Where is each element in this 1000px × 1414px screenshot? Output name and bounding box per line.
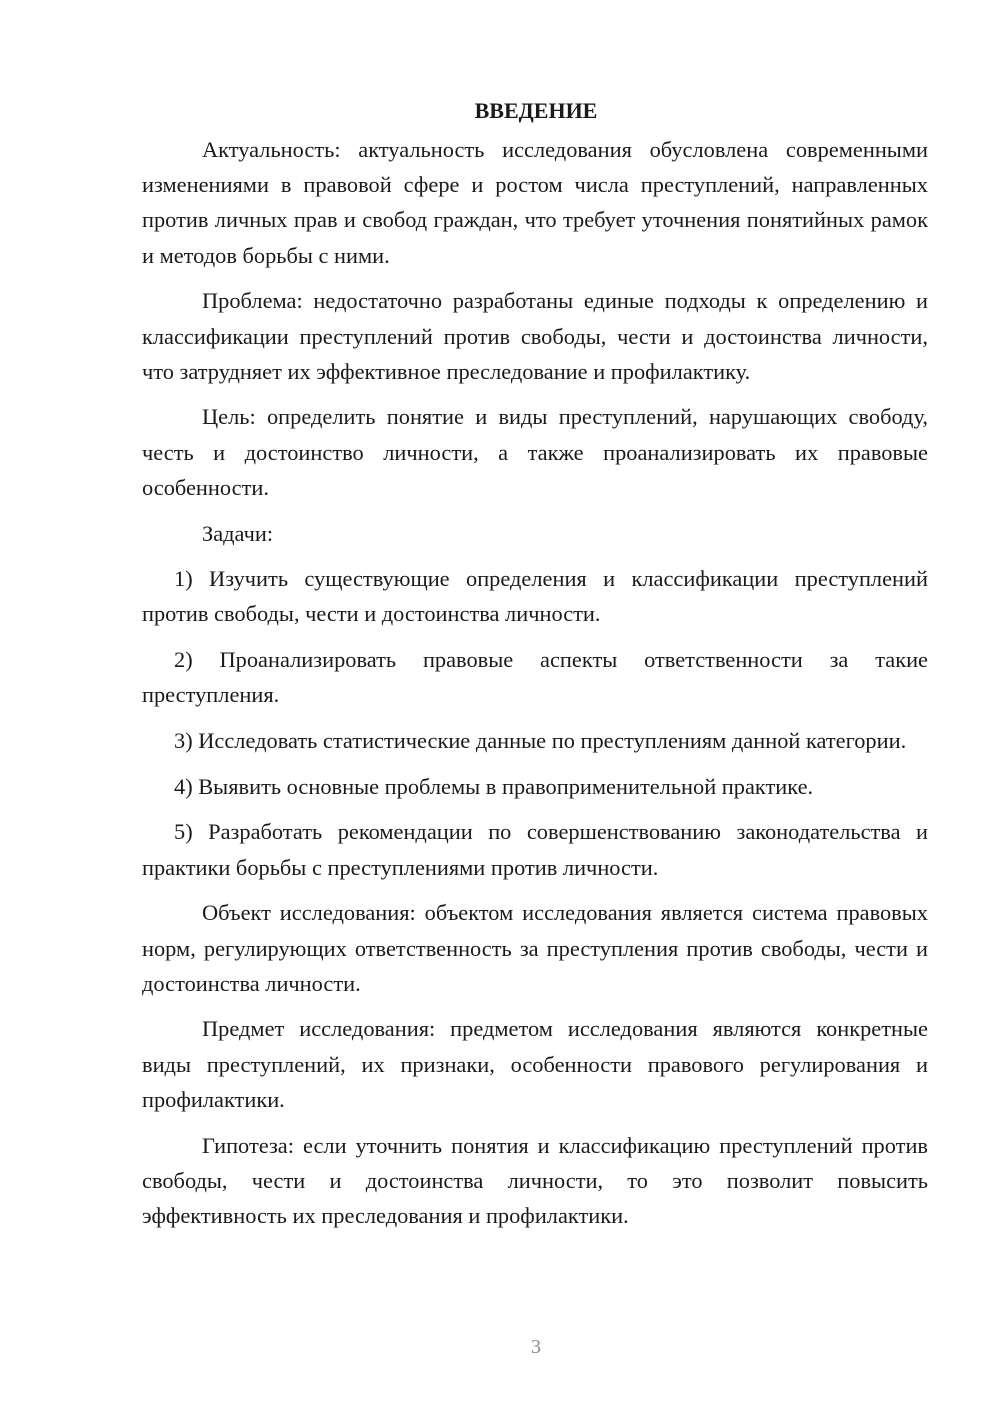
paragraph-object: Объект исследования: объектом исследования является система правовых норм, регулирующих ответственность за преступления против свободы, чести и достоинства личности. [142, 900, 928, 996]
task-item-3: 3) Исследовать статистические данные по преступлениям данной категории. [174, 728, 907, 754]
task-item-1: 1) Изучить существующие определения и классификации преступлений против свободы, чести и достоинства личности. [142, 566, 928, 627]
page-title: ВВЕДЕНИЕ [474, 98, 598, 123]
task-item-5: 5) Разработать рекомендации по совершенствованию законодательства и практики борьбы с преступлениями против личности. [142, 819, 928, 880]
paragraph-problem: Проблема: недостаточно разработаны единые подходы к определению и классификации преступлений против свободы, чести и достоинства личности, что затрудняет их эффективное преследование и профилактику. [142, 288, 928, 384]
task-item-2: 2) Проанализировать правовые аспекты ответственности за такие преступления. [142, 647, 928, 708]
paragraph-hypothesis: Гипотеза: если уточнить понятия и классификацию преступлений против свободы, чести и достоинства личности, то это позволит повысить эффективность их преследования и профилактики. [142, 1132, 928, 1228]
document-page [142, 93, 928, 1244]
page-number: 3 [531, 1336, 541, 1358]
paragraph-tasks-heading: Задачи: [202, 520, 274, 546]
paragraph-goal: Цель: определить понятие и виды преступлений, нарушающих свободу, честь и достоинство личности, а также проанализировать их правовые особенности. [142, 404, 928, 500]
task-item-4: 4) Выявить основные проблемы в правоприменительной практике. [174, 773, 814, 799]
paragraph-subject: Предмет исследования: предметом исследования являются конкретные виды преступлений, их признаки, особенности правового регулирования и профилактики. [142, 1016, 928, 1112]
paragraph-relevance: Актуальность: актуальность исследования обусловлена современными изменениями в правовой сфере и ростом числа преступлений, направленных против личных прав и свобод граждан, что требует уточнения понятийных рамок и методов борьбы с ними. [142, 137, 928, 268]
